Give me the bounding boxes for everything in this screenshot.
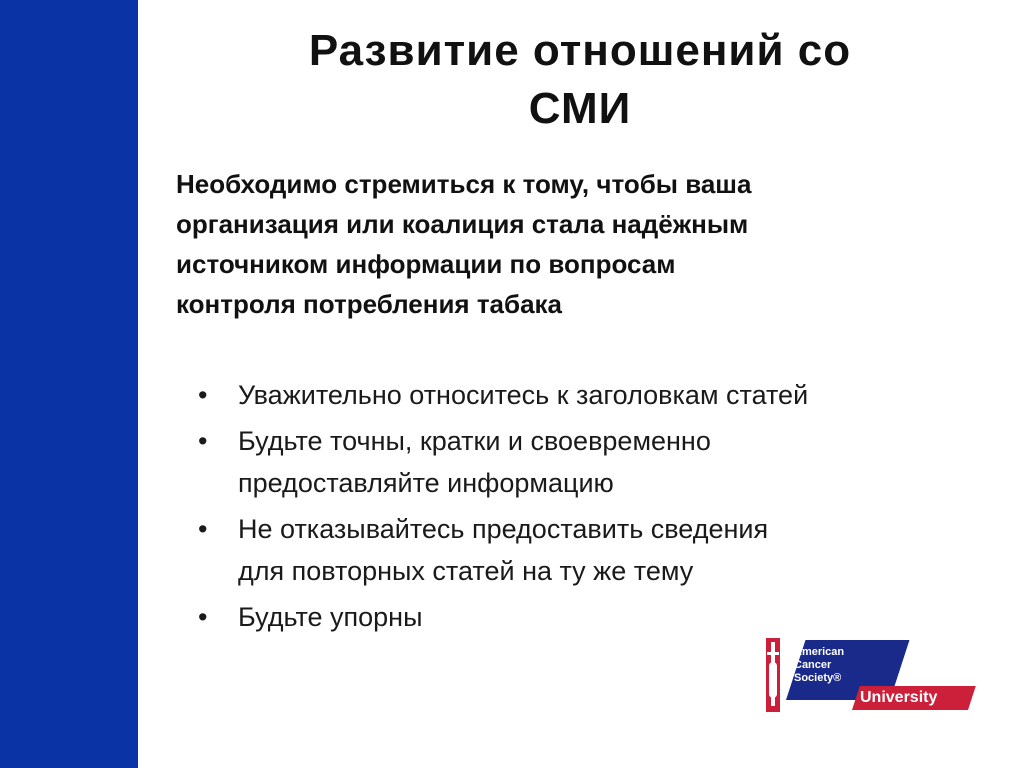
bullet-item [196,508,996,592]
sword-guard [767,652,779,655]
bullet-item [196,420,996,504]
logo-name-line: American [794,646,845,658]
bullet-text: для повторных статей на ту же тему [238,556,694,586]
title-line: Развитие отношений со [308,26,852,75]
bullet-icon: • [198,602,208,632]
logo-name [794,646,884,685]
sidebar-accent-bar [0,0,138,768]
bullet-icon: • [198,426,208,456]
bullet-text: Не отказывайтесь предоставить сведения [238,514,769,544]
lead-line: контроля потребления табака [176,289,563,319]
bullet-item [196,374,996,416]
sword-coil [769,662,777,698]
lead-paragraph [176,164,966,324]
title-line: СМИ [528,84,632,133]
bullet-text: Будьте упорны [238,602,423,632]
slide-title [150,22,1010,138]
lead-line: источником информации по вопросам [176,249,676,279]
logo-name-line: Cancer [794,659,832,671]
bullet-text: предоставляйте информацию [238,468,614,498]
logo-name-line: Society® [794,672,842,684]
bullet-text: Будьте точны, кратки и своевременно [238,426,711,456]
lead-line: организация или коалиция стала надёжным [176,209,749,239]
logo-subtitle: University [860,689,938,706]
bullet-item [196,596,996,638]
lead-line: Необходимо стремиться к тому, чтобы ваша [176,169,752,199]
bullet-icon: • [198,380,208,410]
bullet-icon: • [198,514,208,544]
sword-icon [766,638,780,712]
acs-university-logo [766,638,972,714]
bullet-list [196,374,996,642]
bullet-text: Уважительно относитесь к заголовкам статей [238,380,809,410]
